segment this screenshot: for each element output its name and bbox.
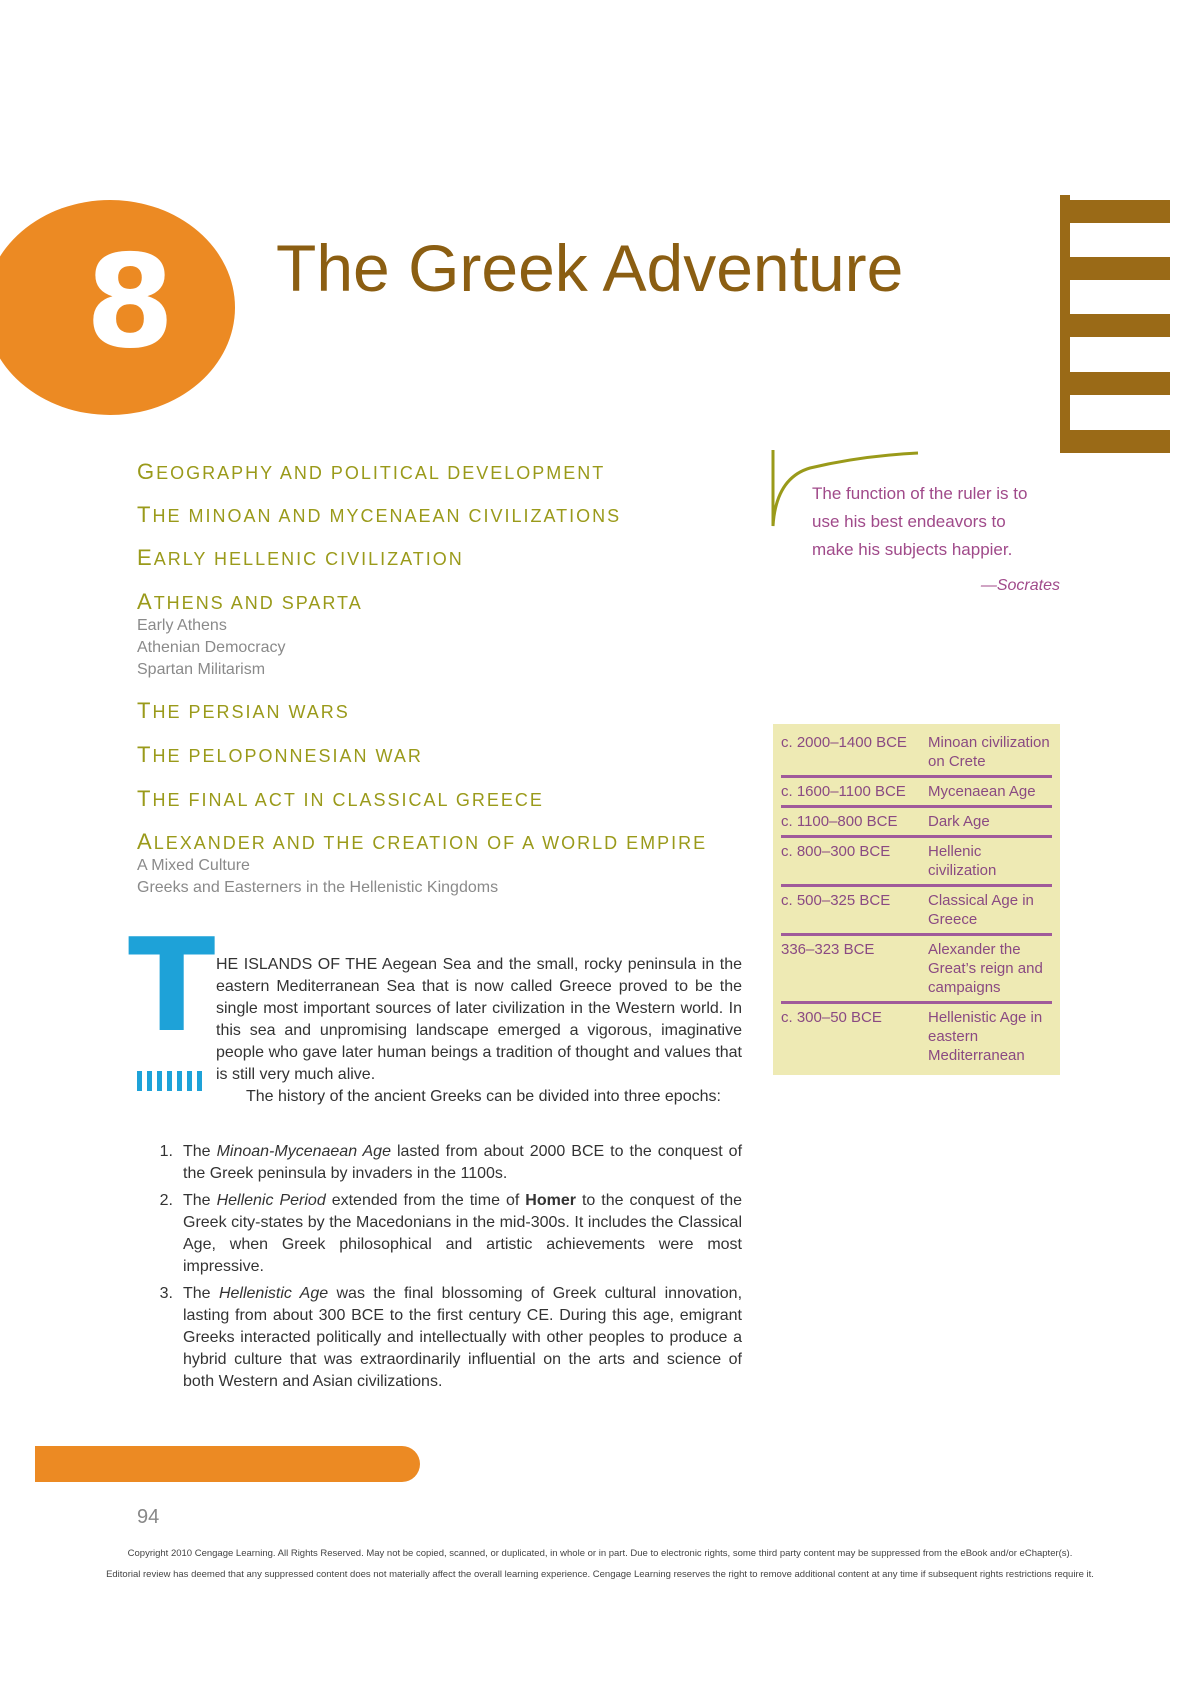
list-text-part: was the final blossoming of Greek cultural innovation, lasting from about 300 BCE to the first century CE. During this age, emigrant Greeks interacted politically and intellectually with other peoples to produce a hybrid culture that was extraordinarily influential on the arts and science of both Western and Asian civilizations. <box>183 1285 743 1390</box>
copyright-line: Editorial review has deemed that any suppressed content does not materially affect the overall learning experience. Cengage Learning reserves the right to remove additional content at any time if subsequent rights restrictions require it. <box>106 1569 1094 1580</box>
chapter-number: 8 <box>85 228 175 377</box>
list-term: Minoan-Mycenaean Age <box>216 1143 391 1160</box>
chronology-event: Alexander the Great’s reign and campaigns <box>928 941 1043 996</box>
epigraph-quote: The function of the ruler is to use his best endeavors to make his subjects happier. <box>812 484 1028 559</box>
chronology-date: 336–323 BCE <box>781 941 875 958</box>
drop-cap-stripe <box>197 1071 202 1091</box>
chronology-date: c. 300–50 BCE <box>781 1009 882 1026</box>
outline-section <box>137 743 777 768</box>
outline-subsection: A Mixed Culture <box>137 857 250 874</box>
decorative-bar <box>1060 257 1170 280</box>
outline-subsection: Early Athens <box>137 617 227 634</box>
outline-section-title: EARLY HELLENIC CIVILIZATION <box>137 545 464 570</box>
chronology-date: c. 1100–800 BCE <box>781 813 898 830</box>
epigraph-author: —Socrates <box>980 577 1060 594</box>
chronology-row <box>781 729 1052 778</box>
epochs-paragraph: The history of the ancient Greeks can be divided into three epochs: <box>246 1088 721 1105</box>
chronology-event: Dark Age <box>928 813 990 830</box>
chronology-event: Hellenistic Age in eastern Mediterranean <box>928 1009 1043 1064</box>
list-term: Hellenic Period <box>216 1192 326 1209</box>
outline-section-title: THE MINOAN AND MYCENAEAN CIVILIZATIONS <box>137 502 622 527</box>
drop-cap-stripe <box>147 1071 152 1091</box>
decorative-bar <box>1060 430 1170 453</box>
list-text-part: to the conquest of the Greek city-states by the Macedonians in the mid-300s. It includes the Classical Age, when Greek philosophical and artistic achievements were most impressive. <box>183 1192 743 1275</box>
list-text-part: extended from the time of <box>325 1192 526 1209</box>
chronology-date: c. 2000–1400 BCE <box>781 734 907 751</box>
chronology-row <box>781 808 1052 838</box>
decorative-bar <box>1060 372 1170 395</box>
drop-cap-letter: T <box>128 912 216 1061</box>
chronology-date: c. 800–300 BCE <box>781 843 891 860</box>
body-text <box>216 954 742 1108</box>
list-text <box>183 1283 742 1393</box>
chronology-row <box>781 936 1052 1004</box>
list-number: 2. <box>159 1192 173 1209</box>
copyright-notice <box>0 1543 1200 1585</box>
outline-section-title: THE PERSIAN WARS <box>137 698 350 723</box>
list-key-term: Homer <box>525 1192 576 1209</box>
decorative-bar <box>1060 200 1170 223</box>
list-number: 1. <box>159 1143 173 1160</box>
outline-section <box>137 590 777 681</box>
chronology-event: Hellenic civilization <box>928 843 997 879</box>
list-text-part: The <box>183 1285 219 1302</box>
chronology-event: Minoan civilization on Crete <box>928 734 1050 770</box>
chronology-row <box>781 1004 1052 1069</box>
chronology-row <box>781 778 1052 808</box>
outline-section <box>137 787 777 812</box>
list-text-part: lasted from about 2000 BCE to the conquest of the Greek peninsula by invaders in the 1100s. <box>183 1143 743 1182</box>
chronology-row <box>781 887 1052 936</box>
chronology-event: Classical Age in Greece <box>928 892 1034 928</box>
outline-subsection: Greeks and Easterners in the Hellenistic Kingdoms <box>137 879 499 896</box>
outline-section <box>137 503 777 528</box>
chronology-date: c. 1600–1100 BCE <box>781 783 906 800</box>
chronology-event: Mycenaean Age <box>928 783 1036 800</box>
list-item <box>155 1141 742 1185</box>
outline-section-title: ALEXANDER AND THE CREATION OF A WORLD EMPIRE <box>137 829 708 854</box>
outline-section-title: THE PELOPONNESIAN WAR <box>137 742 423 767</box>
outline-section <box>137 699 777 724</box>
footer-bar <box>35 1446 420 1482</box>
list-text-part: The <box>183 1143 217 1160</box>
list-item <box>155 1190 742 1278</box>
list-text <box>183 1141 742 1185</box>
drop-cap-stripe <box>137 1071 142 1091</box>
drop-cap-stripe <box>167 1071 172 1091</box>
list-item <box>155 1283 742 1393</box>
list-term: Hellenistic Age <box>218 1285 329 1302</box>
outline-section <box>137 460 777 485</box>
chronology-date: c. 500–325 BCE <box>781 892 891 909</box>
outline-section-title: GEOGRAPHY AND POLITICAL DEVELOPMENT <box>137 459 606 484</box>
epochs-list <box>155 1141 742 1398</box>
chapter-outline <box>137 460 777 899</box>
list-number: 3. <box>159 1285 173 1302</box>
outline-subsection: Spartan Militarism <box>137 661 266 678</box>
decorative-bar <box>1060 314 1170 337</box>
copyright-line: Copyright 2010 Cengage Learning. All Rights Reserved. May not be copied, scanned, or duplicated, in whole or in part. Due to electronic rights, some third party content may be suppressed from the eBook and/or eChapter(s). <box>127 1548 1073 1559</box>
intro-paragraph: HE ISLANDS OF THE Aegean Sea and the small, rocky peninsula in the eastern Mediterranean Sea that is now called Greece proved to be the single most important sources of later civilization in the Western world. In this sea and unpromising landscape emerged a vigorous, imaginative people who gave later human beings a tradition of thought and values that is still very much alive. <box>216 956 742 1083</box>
outline-section <box>137 830 777 899</box>
list-text <box>183 1190 742 1278</box>
chronology-row <box>781 838 1052 887</box>
drop-cap-stripe <box>187 1071 192 1091</box>
outline-section-title: ATHENS AND SPARTA <box>137 589 363 614</box>
outline-section-title: THE FINAL ACT IN CLASSICAL GREECE <box>137 786 544 811</box>
outline-subsection: Athenian Democracy <box>137 639 286 656</box>
outline-section <box>137 546 777 571</box>
list-text-part: The <box>183 1192 217 1209</box>
page-number: 94 <box>137 1506 160 1528</box>
drop-cap-stripe <box>177 1071 182 1091</box>
chapter-title: The Greek Adventure <box>276 231 904 305</box>
chronology-box <box>773 724 1060 1075</box>
drop-cap-stripe <box>157 1071 162 1091</box>
